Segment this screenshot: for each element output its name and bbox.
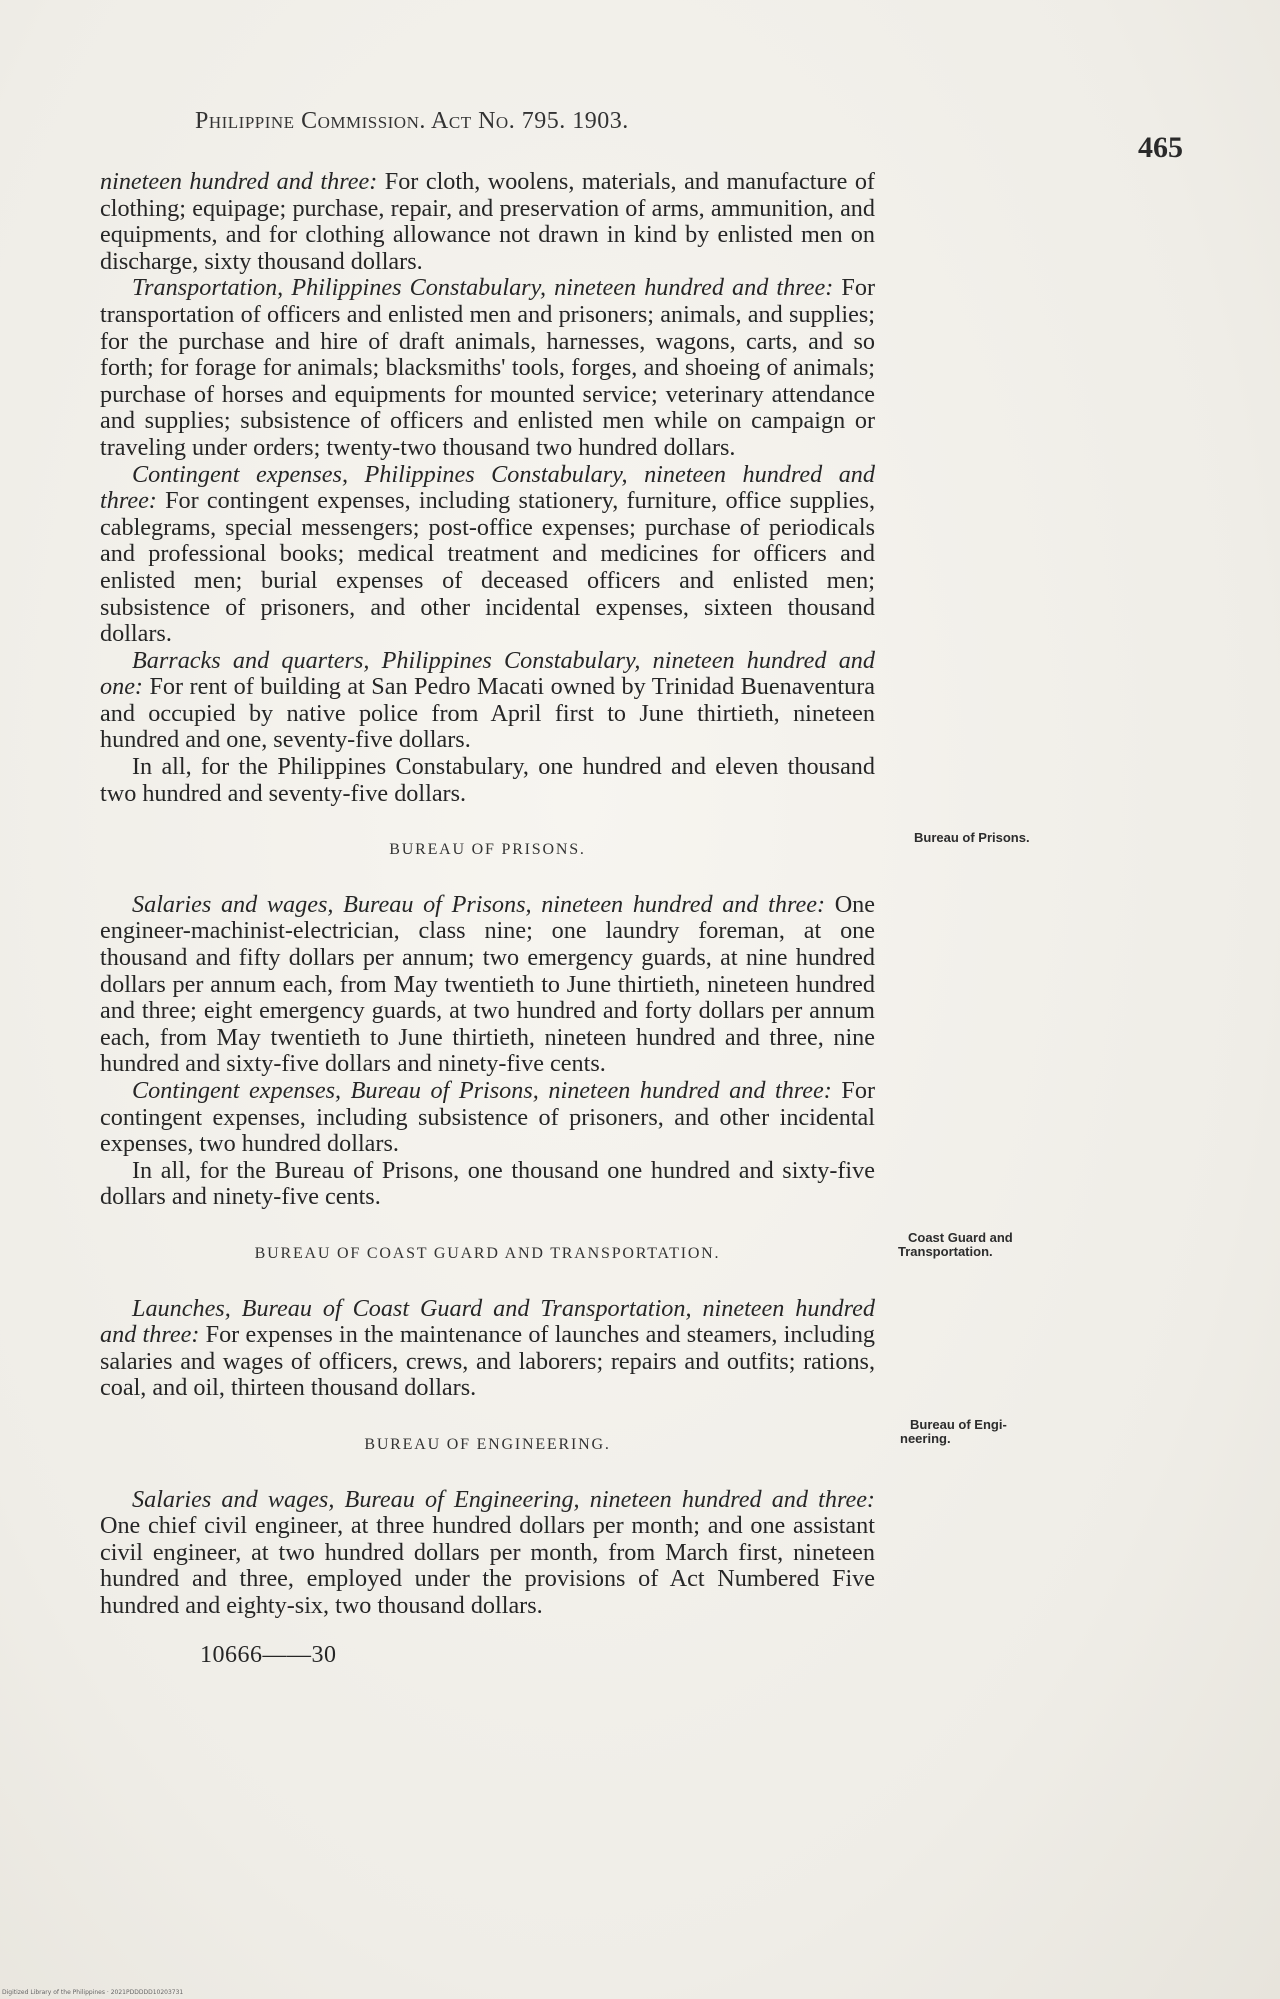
section-heading-coast-guard: BUREAU OF COAST GUARD AND TRANSPORTATION. [254, 1244, 721, 1262]
margin-note-text: Bureau of Prisons. [914, 830, 1030, 845]
paragraph-text: For cloth, woolens, materials, and manufacture of clothing; equipage; purchase, repair, and preservation of arms, ammunition, and equipments, and for clothing allowance not drawn in kind by enlisted men on discharge, sixty thousand dollars. [100, 168, 875, 275]
margin-note-line: neering. [900, 1431, 951, 1446]
paragraph-lead: Salaries and wages, Bureau of Prisons, nineteen hundred and three: [132, 890, 826, 918]
printer-signature: 10666——30 [200, 1641, 337, 1668]
paragraph-lead: Barracks and quarters, Philippines Constabulary, nineteen hundred and one: [100, 646, 875, 701]
margin-note-line: Bureau of Engi- [910, 1417, 1007, 1432]
margin-note-engineering [900, 1418, 1007, 1446]
paragraph-text: In all, for the Philippines Constabulary, one hundred and eleven thousand two hundred and seventy-five dollars. [100, 753, 875, 807]
paragraph [100, 169, 875, 275]
paragraph-text: For contingent expenses, including stationery, furniture, office supplies, cablegrams, special messengers; post-office expenses; purchase of periodicals and professional books; medical treatment and medicines for officers and enlisted men; burial expenses of deceased officers and enlisted men; subsistence of prisoners, and other incidental expenses, sixteen thousand dollars. [100, 487, 875, 648]
margin-note-line: Coast Guard and [908, 1230, 1013, 1245]
paragraph [100, 1296, 875, 1402]
margin-note-coast-guard [898, 1231, 1013, 1259]
paragraph [100, 754, 875, 807]
paragraph-text: For contingent expenses, including subsistence of prisoners, and other incidental expenses, two hundred dollars. [100, 1077, 876, 1158]
running-head: Philippine Commission. Act No. 795. 1903. [195, 108, 629, 134]
section-heading-engineering: BUREAU OF ENGINEERING. [364, 1435, 611, 1453]
page-number: 465 [1138, 131, 1183, 164]
paragraph-lead: Salaries and wages, Bureau of Engineering, nineteen hundred and three: [132, 1485, 875, 1513]
paragraph [100, 648, 875, 754]
margin-note-line: Transportation. [898, 1244, 993, 1259]
paragraph-text: For transportation of officers and enlisted men and prisoners; animals, and supplies; for the purchase and hire of draft animals, harnesses, wagons, carts, and so forth; for forage for animals; blacksmiths' tools, forges, and shoeing of animals; purchase of horses and equipments for mounted service; veterinary attendance and supplies; subsistence of officers and enlisted men while on campaign or traveling under orders; twenty-two thousand two hundred dollars. [100, 274, 875, 461]
paragraph-lead: Contingent expenses, Bureau of Prisons, nineteen hundred and three: [132, 1077, 832, 1104]
paragraph [100, 1487, 875, 1620]
paragraph-text: One engineer-machinist-electrician, class nine; one laundry foreman, at one thousand and fifty dollars per annum; two emergency guards, at nine hundred dollars per annum each, from May twentieth to June thirtieth, nineteen hundred and three; eight emergency guards, at two hundred and forty dollars per annum each, from May twentieth to June thirtieth, nineteen hundred and three, nine hundred and sixty-five dollars and ninety-five cents. [100, 890, 876, 1078]
digitization-credit: Digitized Library of the Philippines · 2021PDDDDD10203731 [2, 1989, 184, 1996]
section-heading-prisons: BUREAU OF PRISONS. [389, 841, 586, 859]
paragraph-lead: Launches, Bureau of Coast Guard and Transportation, nineteen hundred and three: [100, 1294, 875, 1349]
paragraph-text: For expenses in the maintenance of launches and steamers, including salaries and wages of officers, crews, and laborers; repairs and outfits; rations, coal, and oil, thirteen thousand dollars. [100, 1321, 876, 1402]
paragraph-text: For rent of building at San Pedro Macati owned by Trinidad Buenaventura and occupied by native police from April first to June thirtieth, nineteen hundred and one, seventy-five dollars. [100, 673, 875, 754]
paragraph [100, 1158, 875, 1211]
paragraph-lead: Transportation, Philippines Constabulary, nineteen hundred and three: [132, 274, 834, 302]
body-text [100, 169, 875, 1668]
paragraph [100, 892, 875, 1078]
paragraph-lead: nineteen hundred and three: [100, 168, 378, 195]
paragraph-text: In all, for the Bureau of Prisons, one thousand one hundred and sixty-five dollars and ninety-five cents. [100, 1156, 875, 1211]
paragraph [100, 1078, 875, 1158]
paragraph [100, 462, 875, 648]
paragraph-text: One chief civil engineer, at three hundred dollars per month; and one assistant civil engineer, at two hundred dollars per month, from March first, nineteen hundred and three, employed under the provisions of Act Numbered Five hundred and eighty-six, two thousand dollars. [100, 1512, 875, 1619]
paragraph-lead: Contingent expenses, Philippines Constabulary, nineteen hundred and three: [100, 460, 875, 515]
paragraph [100, 275, 875, 461]
margin-note-prisons [914, 831, 1030, 845]
